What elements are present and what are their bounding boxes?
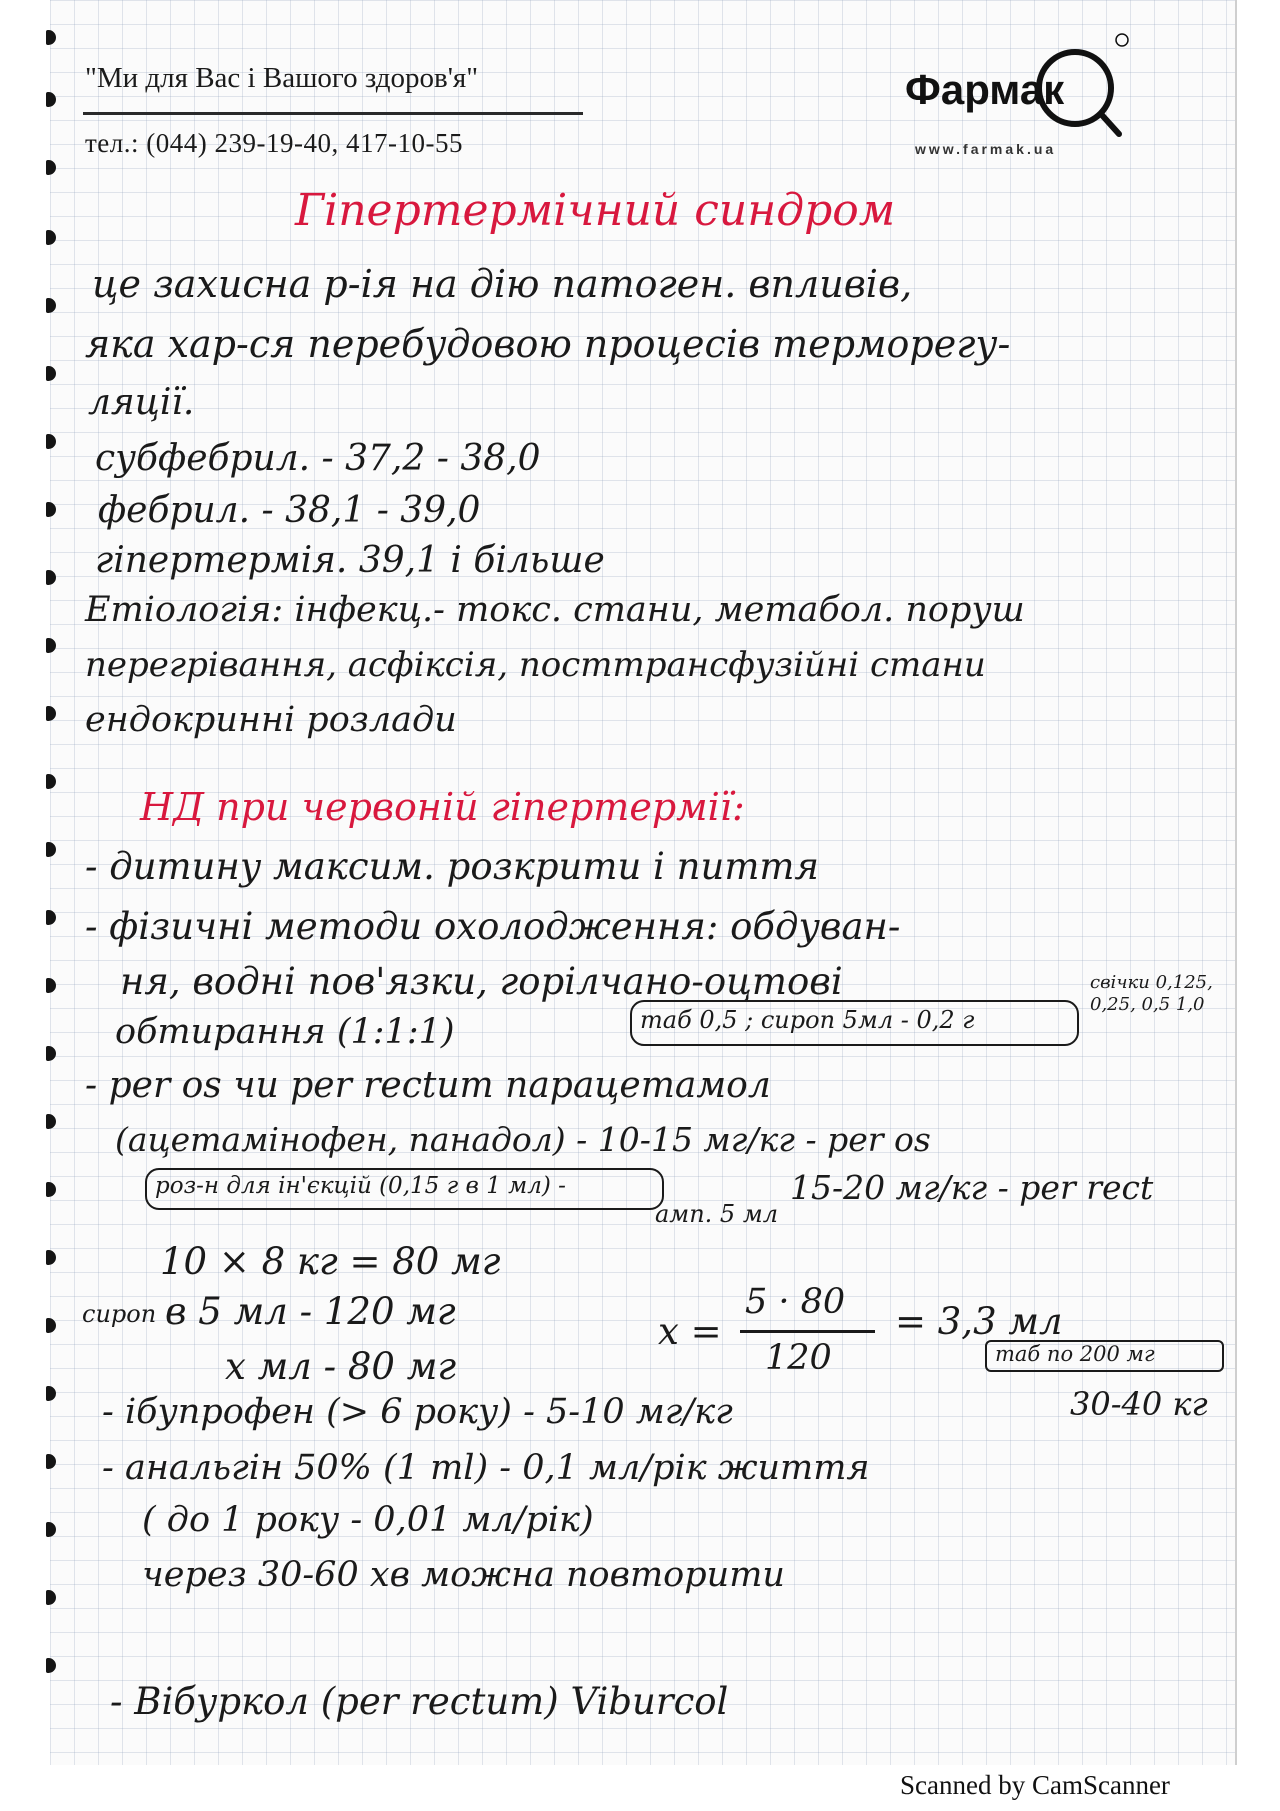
analgin-infant-dose: ( до 1 року - 0,01 мл/рік) <box>142 1500 594 1540</box>
paracetamol-oral-dose: (ацетамінофен, панадол) - 10-15 мг/кг - per os <box>115 1120 931 1159</box>
calc-proportion-1: в 5 мл - 120 мг <box>165 1290 456 1333</box>
spiral-binding <box>46 30 60 1760</box>
etiology-line-2: перегрівання, асфіксія, посттрансфузійні стани <box>85 645 986 685</box>
intro-line-2: яка хар-ся перебудовою процесів терморегу- <box>85 322 1011 366</box>
logo-url: www.farmak.ua <box>915 141 1057 157</box>
logo-name: Фармак <box>905 66 1065 113</box>
calc-numerator: 5 · 80 <box>745 1282 846 1322</box>
suppository-doses: свічки 0,125, 0,25, 0,5 1,0 <box>1090 972 1213 1015</box>
grade-hyperthermia: гіпертермія. 39,1 і більше <box>95 540 605 581</box>
calc-dose: 10 × 8 кг = 80 мг <box>160 1240 501 1283</box>
intro-line-3: ляції. <box>88 382 195 423</box>
header-divider <box>83 112 583 115</box>
calc-proportion-2: х мл - 80 мг <box>225 1345 457 1388</box>
tablet-text: таб по 200 мг <box>995 1342 1155 1366</box>
aid-item-analgin: - анальгін 50% (1 ml) - 0,1 мл/рік життя <box>102 1448 870 1488</box>
aid-item-physical-cooling-2: ня, водні пов'язки, горілчано-оцтові <box>120 960 843 1003</box>
calc-x-label: х = <box>658 1310 722 1353</box>
etiology-line-1: Етіологія: інфекц.- токс. стани, метабол. поруш <box>85 590 1025 630</box>
calc-syrup-label: сироп <box>82 1300 157 1328</box>
aid-item-ibuprofen: - ібупрофен (> 6 року) - 5-10 мг/кг <box>102 1392 733 1432</box>
aid-item-open-child: - дитину максим. розкрити і пиття <box>85 845 819 888</box>
fraction-bar <box>740 1330 875 1333</box>
aid-item-viburcol: - Вібуркол (per rectum) Viburcol <box>110 1680 729 1723</box>
dosage-forms-text: таб 0,5 ; сироп 5мл - 0,2 г <box>640 1006 975 1034</box>
scanner-watermark: Scanned by CamScanner <box>900 1770 1170 1800</box>
paracetamol-rectal-dose: 15-20 мг/кг - per rect <box>790 1168 1154 1207</box>
first-aid-heading: НД при червоній гіпертермії: <box>140 785 745 829</box>
grade-febrile: фебрил. - 38,1 - 39,0 <box>98 490 481 531</box>
header-slogan: "Ми для Вас і Вашого здоров'я" <box>85 62 479 94</box>
calc-result: = 3,3 мл <box>895 1300 1063 1343</box>
repeat-note: через 30-60 хв можна повторити <box>142 1555 785 1595</box>
calc-denominator: 120 <box>765 1338 832 1378</box>
page-title: Гіпертермічний синдром <box>295 185 896 236</box>
injection-solution-text: роз-н для ін'єкцій (0,15 г в 1 мл) - <box>155 1173 566 1199</box>
aid-item-paracetamol: - per os чи per rectum парацетамол <box>85 1065 771 1106</box>
header-phone: тел.: (044) 239-19-40, 417-10-55 <box>85 128 463 158</box>
etiology-line-3: ендокринні розлади <box>85 700 457 740</box>
grade-subfebrile: субфебрил. - 37,2 - 38,0 <box>95 438 541 479</box>
aid-item-physical-cooling: - фізичні методи охолодження: обдуван- <box>85 905 901 948</box>
ampoule-volume: амп. 5 мл <box>655 1200 778 1228</box>
intro-line-1: це захисна р-ія на дію патоген. впливів, <box>92 262 913 306</box>
aid-item-rubbing: обтирання (1:1:1) <box>115 1012 455 1052</box>
ibuprofen-weight: 30-40 кг <box>1070 1385 1208 1423</box>
